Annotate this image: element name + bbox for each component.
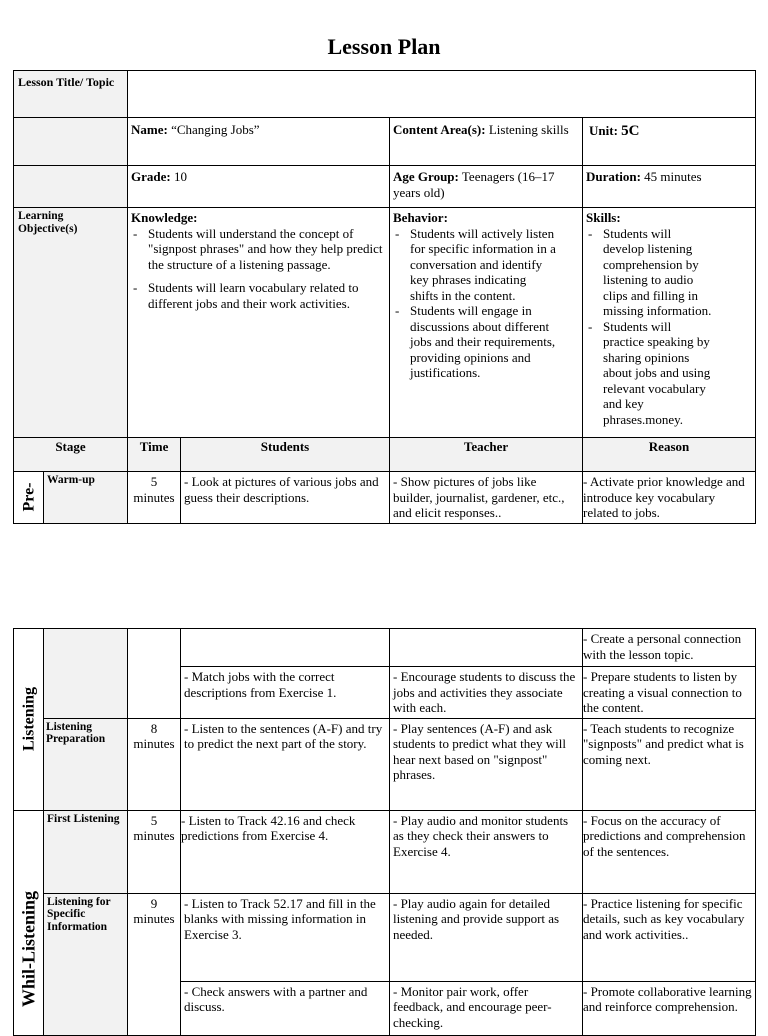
- unit-value: 5C: [621, 123, 640, 139]
- duration-value: 45 minutes: [644, 169, 702, 184]
- phase-label-while: Whil-Listening: [14, 810, 44, 1035]
- time-cell: 8 minutes: [128, 718, 181, 810]
- students-cell: - Check answers with a partner and discuss.: [181, 981, 390, 1035]
- grade-value: 10: [173, 169, 187, 184]
- name-label: Name:: [131, 122, 168, 137]
- age-group-label: Age Group:: [393, 169, 459, 184]
- students-cell: - Look at pictures of various jobs and guess their descriptions.: [181, 472, 390, 524]
- age-group-cell: [390, 166, 583, 208]
- table-row: [14, 810, 756, 893]
- content-area-label: Content Area(s):: [393, 122, 486, 137]
- lesson-title-value: [128, 71, 756, 118]
- objectives-label: Learning Objective(s): [14, 208, 128, 438]
- column-header-students: Students: [181, 438, 390, 472]
- time-cell: 9 minutes: [128, 893, 181, 1035]
- column-header-teacher: Teacher: [390, 438, 583, 472]
- behavior-item: - Students will engage in discussions about different jobs and their requirements, providing opinions and justifications.: [393, 303, 557, 381]
- time-cell: [128, 629, 181, 719]
- reason-cell: - Prepare students to listen by creating a visual connection to the content.: [583, 667, 756, 719]
- duration-cell: [583, 166, 756, 208]
- teacher-cell: - Play audio and monitor students as they check their answers to Exercise 4.: [390, 810, 583, 893]
- skills-item: - Students will develop listening comprehension by listening to audio clips and filling in missing information.: [586, 226, 714, 319]
- unit-label: Unit:: [589, 123, 618, 138]
- phase-label-pre: Pre-: [14, 472, 44, 524]
- behavior-label: Behavior:: [393, 210, 448, 225]
- column-header-stage: Stage: [14, 438, 128, 472]
- students-cell: - Listen to the sentences (A-F) and try to predict the next part of the story.: [181, 718, 390, 810]
- knowledge-item: - Students will understand the concept of "signpost phrases" and how they help predict the structure of a listening passage.: [131, 226, 386, 273]
- age-group-value: Teenagers (16–17 years old): [393, 169, 555, 200]
- reason-cell: - Create a personal connection with the lesson topic.: [583, 629, 756, 667]
- table-row: [14, 472, 756, 524]
- teacher-cell: - Play audio again for detailed listening and provide support as needed.: [390, 893, 583, 981]
- skills-label: Skills:: [586, 210, 621, 225]
- content-area-cell: [390, 118, 583, 166]
- reason-cell: - Teach students to recognize "signposts" and predict what is coming next.: [583, 718, 756, 810]
- name-value: “Changing Jobs”: [171, 122, 260, 137]
- stage-name: Listening for Specific Information: [44, 893, 128, 1035]
- lesson-title-label: Lesson Title/ Topic: [14, 71, 128, 118]
- table-row: [14, 718, 756, 810]
- content-area-value: Listening skills: [488, 122, 569, 137]
- knowledge-item: - Students will learn vocabulary related to different jobs and their work activities.: [131, 280, 386, 311]
- students-cell: - Match jobs with the correct descriptions from Exercise 1.: [181, 667, 390, 719]
- skills-cell: [583, 208, 756, 438]
- behavior-item: - Students will actively listen for specific information in a conversation and identify key phrases indicating shifts in the content.: [393, 226, 557, 304]
- knowledge-cell: [128, 208, 390, 438]
- page-title: Lesson Plan: [327, 34, 441, 59]
- table-row: [14, 629, 756, 667]
- lesson-plan-table-continued: [13, 628, 756, 1036]
- reason-cell: - Focus on the accuracy of predictions and comprehension of the sentences.: [583, 810, 756, 893]
- duration-label: Duration:: [586, 169, 641, 184]
- column-header-reason: Reason: [583, 438, 756, 472]
- time-cell: 5 minutes: [128, 810, 181, 893]
- time-cell: 5 minutes: [128, 472, 181, 524]
- students-cell: - Listen to Track 52.17 and fill in the blanks with missing information in Exercise 3.: [181, 893, 390, 981]
- grade-label: Grade:: [131, 169, 171, 184]
- teacher-cell: - Monitor pair work, offer feedback, and encourage peer-checking.: [390, 981, 583, 1035]
- phase-label-listening: Listening: [14, 629, 44, 811]
- stage-name: Listening Preparation: [44, 718, 128, 810]
- unit-cell: [583, 118, 756, 166]
- column-header-time: Time: [128, 438, 181, 472]
- stage-name: Warm-up: [44, 472, 128, 524]
- grade-cell: [128, 166, 390, 208]
- lesson-plan-table: [13, 70, 756, 524]
- knowledge-label: Knowledge:: [131, 210, 198, 225]
- stage-name: [44, 629, 128, 719]
- teacher-cell: - Play sentences (A-F) and ask students to predict what they will hear next based on "signpost" phrases.: [390, 718, 583, 810]
- reason-cell: - Activate prior knowledge and introduce key vocabulary related to jobs.: [583, 472, 756, 524]
- behavior-cell: [390, 208, 583, 438]
- reason-cell: - Practice listening for specific details, such as key vocabulary and work activities..: [583, 893, 756, 981]
- teacher-cell: [390, 629, 583, 667]
- skills-item: - Students will practice speaking by sharing opinions about jobs and using relevant vocabulary and key phrases.money.: [586, 319, 714, 428]
- table-row: [14, 893, 756, 981]
- teacher-cell: - Show pictures of jobs like builder, journalist, gardener, etc., and elicit responses..: [390, 472, 583, 524]
- stage-name: First Listening: [44, 810, 128, 893]
- students-cell: - Listen to Track 42.16 and check predictions from Exercise 4.: [181, 810, 390, 893]
- students-cell: [181, 629, 390, 667]
- teacher-cell: - Encourage students to discuss the jobs and activities they associate with each.: [390, 667, 583, 719]
- name-cell: [128, 118, 390, 166]
- reason-cell: - Promote collaborative learning and reinforce comprehension.: [583, 981, 756, 1035]
